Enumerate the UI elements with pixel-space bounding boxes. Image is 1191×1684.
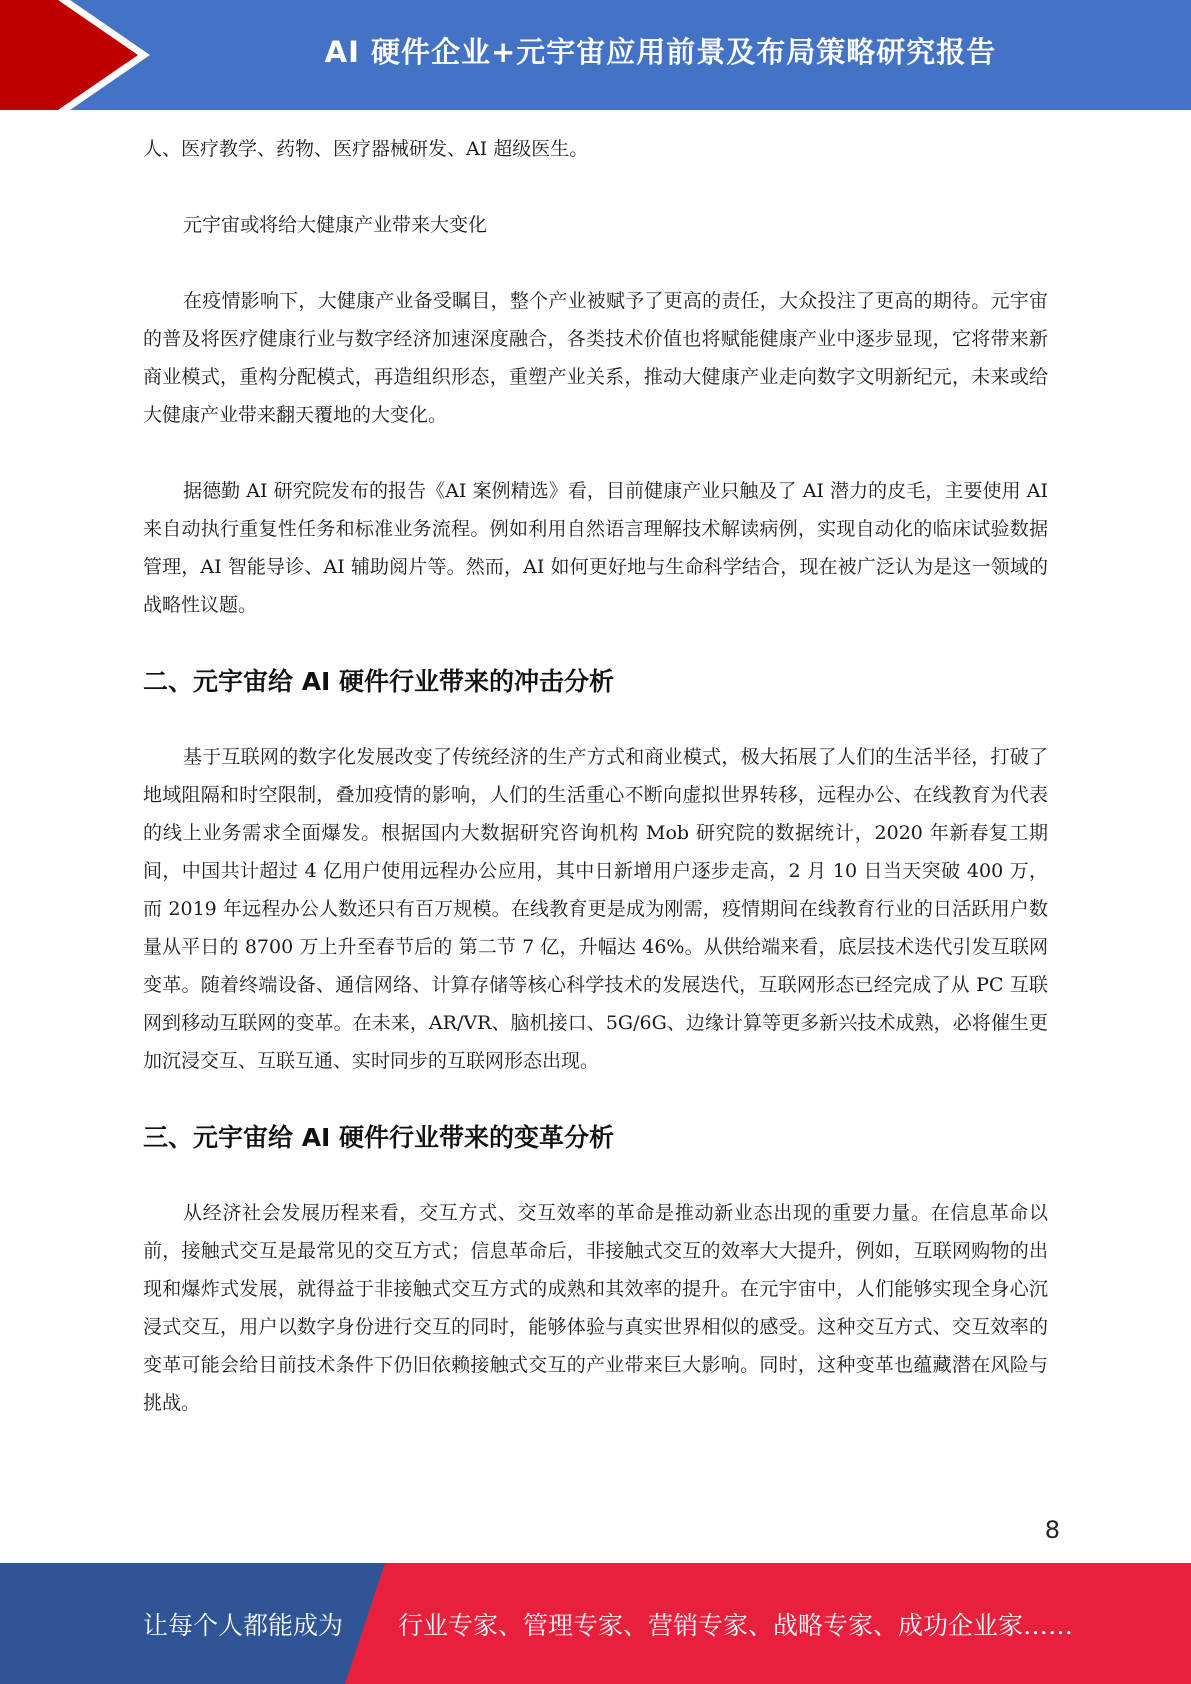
- paragraph: 从经济社会发展历程来看，交互方式、交互效率的革命是推动新业态出现的重要力量。在信息革命以前，接触式交互是最常见的交互方式；信息革命后，非接触式交互的效率大大提升，例如，互联网购物的出现和爆炸式发展，就得益于非接触式交互方式的成熟和其效率的提升。在元宇宙中，人们能够实现全身心沉浸式交互，用户以数字身份进行交互的同时，能够体验与真实世界相似的感受。这种交互方式、交互效率的变革可能会给目前技术条件下仍旧依赖接触式交互的产业带来巨大影响。同时，这种变革也蕴藏潜在风险与挑战。: [143, 1202, 1048, 1414]
- paragraph: 基于互联网的数字化发展改变了传统经济的生产方式和商业模式，极大拓展了人们的生活半径，打破了地域阻隔和时空限制，叠加疫情的影响，人们的生活重心不断向虚拟世界转移，远程办公、在线教育为代表的线上业务需求全面爆发。根据国内大数据研究咨询机构 Mob 研究院的数据统计，2020 年新春复工期间，中国共计超过 4 亿用户使用远程办公应用，其中日新增用户逐步走高，2 月 10 日当天突破 400 万，而 2019 年远程办公人数还只有百万规模。在线教育更是成为刚需，疫情期间在线教育行业的日活跃用户数量从平日的 8700 万上升至春节后的 第二节 7 亿，升幅达 46%。从供给端来看，底层技术迭代引发互联网变革。随着终端设备、通信网络、计算存储等核心科学技术的发展迭代，互联网形态已经完成了从 PC 互联网到移动互联网的变革。在未来，AR/VR、脑机接口、5G/6G、边缘计算等更多新兴技术成熟，必将催生更加沉浸交互、互联互通、实时同步的互联网形态出现。: [143, 746, 1048, 1072]
- paragraph: 在疫情影响下，大健康产业备受瞩目，整个产业被赋予了更高的责任，大众投注了更高的期待。元宇宙的普及将医疗健康行业与数字经济加速深度融合，各类技术价值也将赋能健康产业中逐步显现，它将带来新商业模式，重构分配模式，再造组织形态，重塑产业关系，推动大健康产业走向数字文明新纪元，未来或给大健康产业带来翻天覆地的大变化。: [143, 290, 1048, 426]
- section-title: 二、元宇宙给 AI 硬件行业带来的冲击分析: [143, 667, 615, 696]
- page-header: [0, 0, 1191, 110]
- footer-slogan-right: 行业专家、管理专家、营销专家、战略专家、成功企业家……: [398, 1610, 1074, 1640]
- section-title: 三、元宇宙给 AI 硬件行业带来的变革分析: [143, 1123, 615, 1152]
- footer-slogan-left: 让每个人都能成为: [143, 1610, 344, 1640]
- subheading-paragraph: 元宇宙或将给大健康产业带来大变化: [183, 214, 488, 236]
- paragraph: 人、医疗教学、药物、医疗器械研发、AI 超级医生。: [143, 138, 589, 160]
- paragraph: 据德勤 AI 研究院发布的报告《AI 案例精选》看，目前健康产业只触及了 AI 潜力的皮毛，主要使用 AI 来自动执行重复性任务和标准业务流程。例如利用自然语言理解技术解读病例，实现自动化的临床试验数据管理，AI 智能导诊、AI 辅助阅片等。然而，AI 如何更好地与生命科学结合，现在被广泛认为是这一领域的战略性议题。: [143, 480, 1048, 616]
- page-number: 8: [1044, 1516, 1060, 1544]
- document-body: [143, 130, 1048, 1460]
- page-footer: [0, 1563, 1191, 1684]
- header-title: AI 硬件企业+元宇宙应用前景及布局策略研究报告: [324, 34, 997, 69]
